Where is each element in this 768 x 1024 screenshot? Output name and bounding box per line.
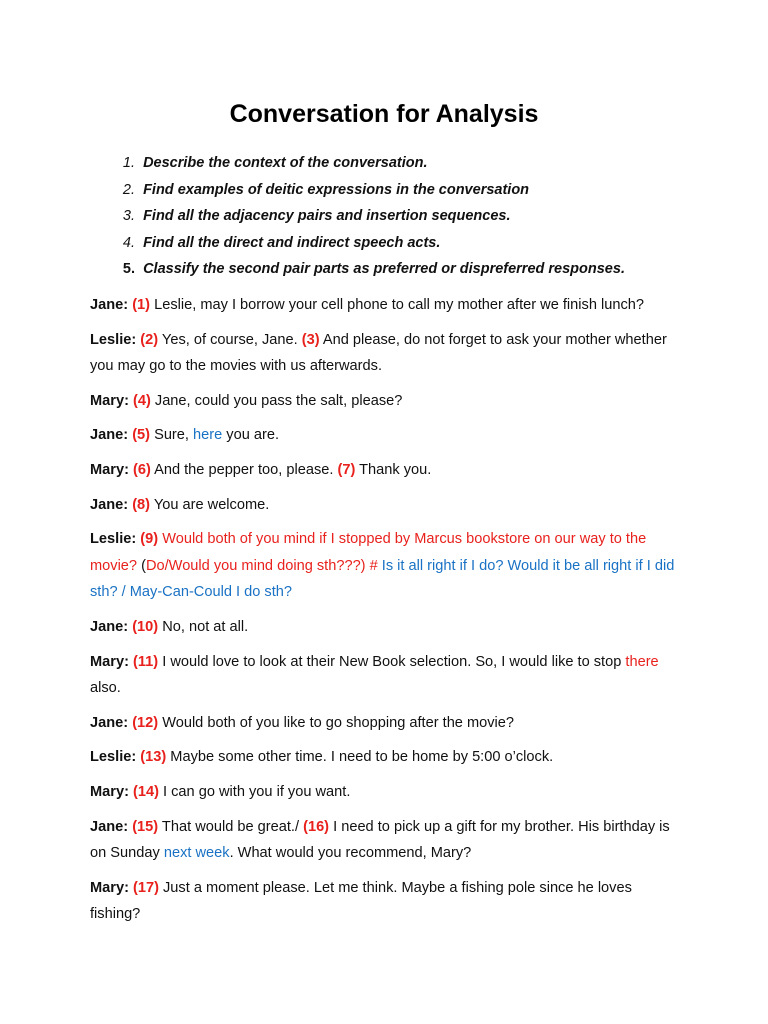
utterance-text: Sure, (150, 427, 194, 444)
blue-highlight: Is it all right if I do? Would it be all right if I did sth? / May-Can-Could I do sth? (90, 557, 675, 601)
utterance-text: Leslie, may I borrow your cell phone to call my mother after we finish lunch? (150, 297, 645, 313)
utterance-text: Thank you. (355, 461, 432, 478)
dialogue-turn (90, 492, 682, 519)
utterance-text: And please, do not forget to ask your mother whether you may go to the movies with us afterwards. (90, 331, 667, 375)
utterance-text: That would be great./ (158, 818, 304, 835)
speaker-name: Jane: (90, 427, 129, 444)
turn-number: (5) (132, 427, 151, 444)
utterance-text: I need to pick up a gift for my brother. His birthday is on Sunday (90, 818, 670, 862)
dialogue-turn (90, 779, 682, 806)
task-text: Find all the direct and indirect speech acts. (143, 234, 441, 251)
dialogue-turn (90, 614, 682, 641)
turn-number: (10) (132, 618, 159, 635)
turn-number: (1) (132, 297, 151, 313)
task-item (100, 177, 700, 204)
speaker-name: Leslie: (90, 531, 137, 548)
task-number: 4. (122, 234, 135, 251)
turn-number: (14) (133, 783, 159, 800)
dialogue-turn (90, 422, 682, 449)
speaker-name: Leslie: (90, 331, 137, 348)
dialogue-turn (90, 457, 682, 484)
task-item (100, 150, 700, 177)
speaker-name: Mary: (90, 392, 129, 409)
task-number: 2. (122, 181, 135, 198)
task-number: 3. (122, 208, 135, 225)
dialogue-turn (90, 744, 682, 771)
utterance-text: . What would you recommend, Mary? (229, 845, 472, 862)
utterance-text: And the pepper too, please. (150, 461, 338, 478)
speaker-name: Jane: (90, 714, 129, 731)
turn-number: (17) (133, 879, 159, 896)
dialogue-turn (90, 388, 682, 415)
utterance-text: Would both of you like to go shopping after the movie? (158, 714, 515, 731)
dialogue-turn (90, 875, 682, 928)
utterance-text: ( (137, 557, 146, 574)
utterance-text: Just a moment please. Let me think. Maybe a fishing pole since he loves fishing? (90, 879, 632, 923)
speaker-name: Mary: (90, 653, 129, 670)
speaker-name: Leslie: (90, 749, 137, 766)
turn-number: (6) (133, 461, 151, 478)
utterance-text: Jane, could you pass the salt, please? (150, 392, 403, 409)
utterance-text: Yes, of course, Jane. (158, 331, 302, 348)
dialogue-turn (90, 526, 682, 606)
speaker-name: Jane: (90, 618, 129, 635)
turn-number: (4) (133, 392, 151, 409)
speaker-name: Mary: (90, 783, 129, 800)
dialogue-turn (90, 649, 682, 702)
turn-number: (12) (132, 714, 159, 731)
speaker-name: Jane: (90, 496, 129, 513)
turn-number: (16) (303, 818, 330, 835)
task-text: Classify the second pair parts as preferred or dispreferred responses. (143, 261, 625, 278)
utterance-text: also. (90, 680, 121, 697)
speaker-name: Jane: (90, 297, 129, 313)
red-highlight: Would both of you mind if I stopped by Marcus bookstore on our way to the movie? (90, 531, 647, 574)
dialogue-turn (90, 814, 682, 867)
task-number: 1. (122, 155, 135, 171)
turn-number: (7) (337, 461, 356, 478)
deictic-highlight: next week (163, 845, 230, 862)
turn-number: (15) (132, 818, 159, 835)
dialogue-turn (90, 710, 682, 737)
task-item (100, 230, 700, 257)
red-highlight: Do/Would you mind doing sth???) # (145, 557, 378, 574)
utterance-text: I can go with you if you want. (158, 783, 351, 800)
utterance-text: You are welcome. (150, 496, 270, 513)
dialogue-turn (90, 327, 682, 380)
utterance-text: No, not at all. (158, 618, 249, 635)
turn-number: (9) (140, 531, 159, 548)
conversation (90, 292, 682, 936)
turn-number: (13) (140, 749, 167, 766)
task-number: 5. (122, 261, 135, 278)
deictic-highlight: there (625, 653, 659, 670)
task-item (100, 203, 700, 230)
turn-number: (11) (133, 653, 159, 670)
task-text: Find all the adjacency pairs and insertion sequences. (143, 208, 511, 225)
turn-number: (8) (132, 496, 151, 513)
utterance-text: I would love to look at their New Book selection. So, I would like to stop (158, 653, 626, 670)
task-text: Find examples of deitic expressions in the conversation (143, 181, 530, 198)
utterance-text: Maybe some other time. I need to be home by 5:00 o’clock. (166, 749, 554, 766)
task-item (100, 256, 700, 283)
turn-number: (2) (140, 331, 159, 348)
speaker-name: Mary: (90, 461, 129, 478)
turn-number: (3) (301, 331, 320, 348)
utterance-text: you are. (222, 427, 280, 444)
task-text: Describe the context of the conversation. (143, 155, 428, 171)
speaker-name: Mary: (90, 879, 129, 896)
deictic-highlight: here (193, 427, 223, 444)
page-title: Conversation for Analysis (229, 100, 539, 128)
dialogue-turn (90, 292, 682, 319)
speaker-name: Jane: (90, 818, 129, 835)
task-list (100, 150, 700, 283)
